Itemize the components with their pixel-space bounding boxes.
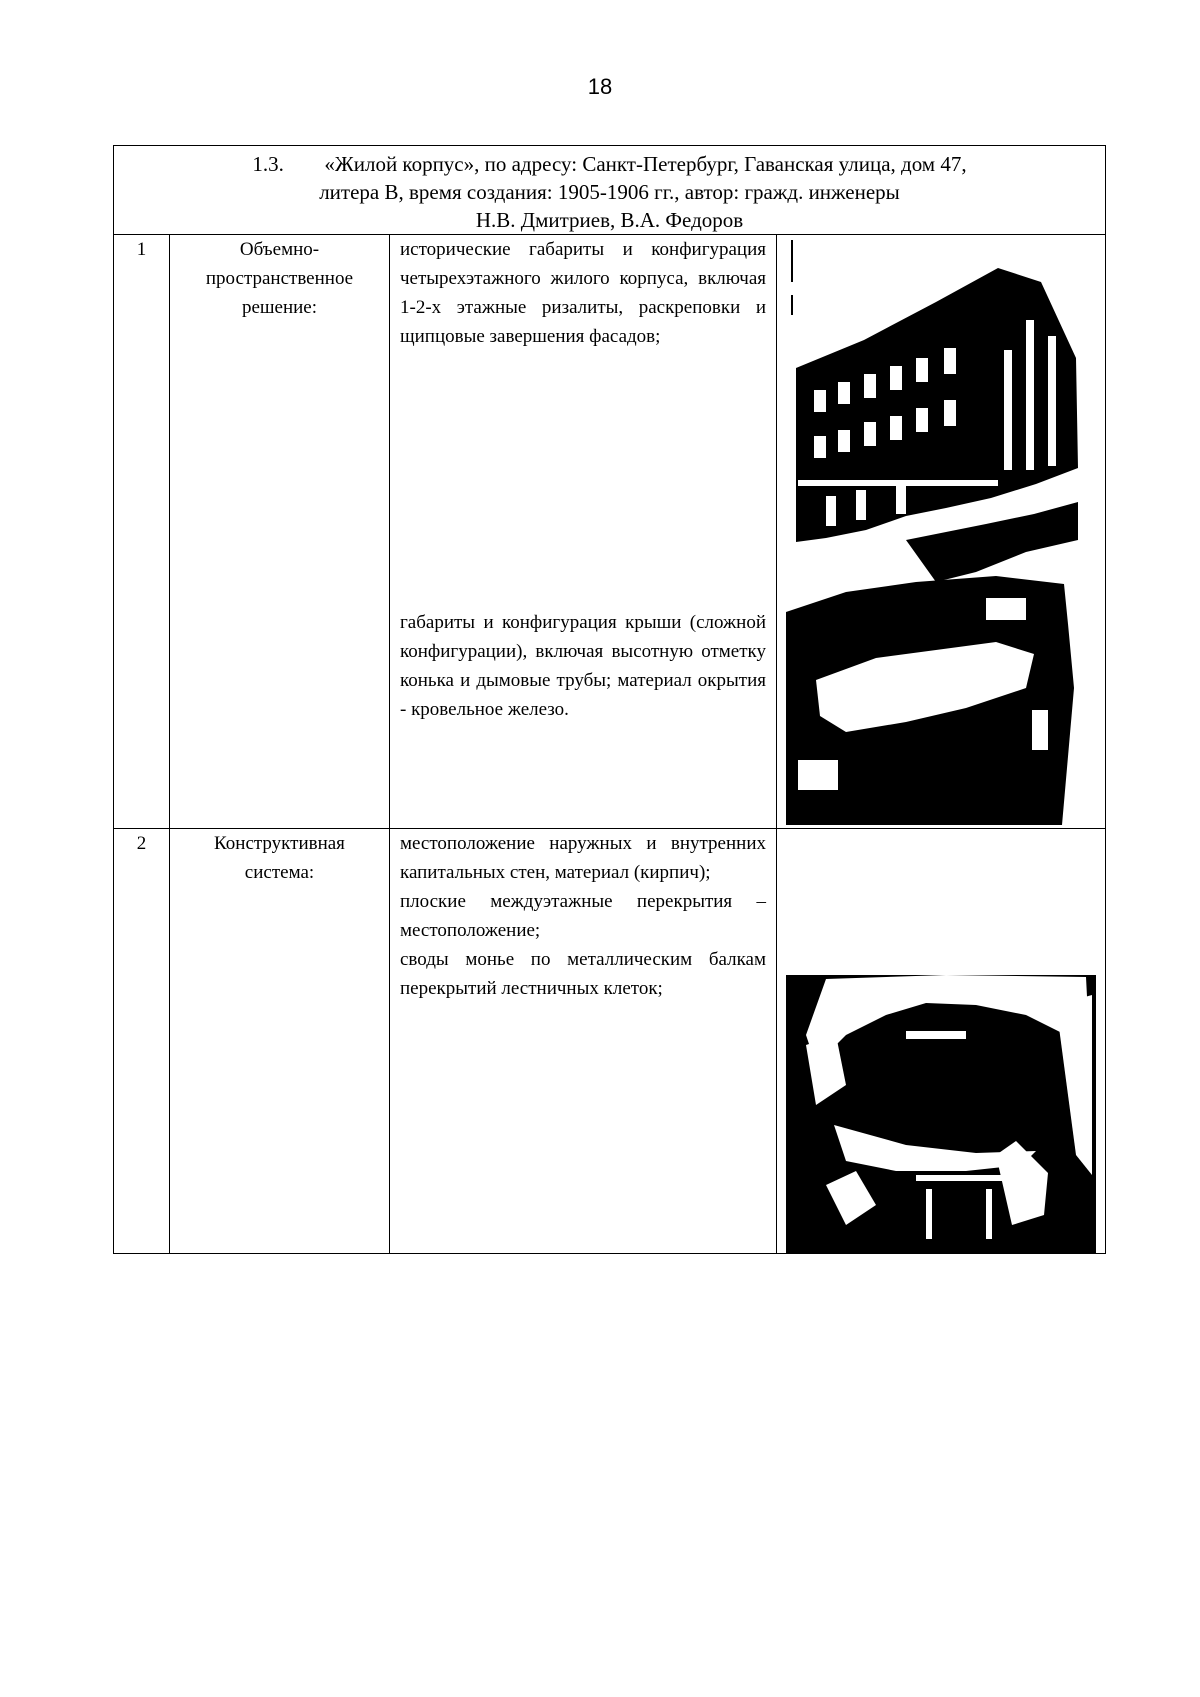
row-photo-cell xyxy=(777,829,1106,1254)
row-name-line: пространственное xyxy=(205,268,354,289)
row-name-line: Объемно- xyxy=(239,239,320,260)
row-description xyxy=(390,829,777,1254)
building-facade-photo xyxy=(786,240,1082,825)
section-title-line-3: Н.В. Дмитриев, В.А. Федоров xyxy=(475,208,744,232)
section-header xyxy=(114,146,1106,235)
description-paragraph: плоские междуэтажные перекрытия – местоположение; xyxy=(400,891,766,941)
row-description xyxy=(390,235,777,829)
table-row xyxy=(114,829,1106,1254)
description-paragraph: местоположение наружных и внутренних капитальных стен, материал (кирпич); xyxy=(400,833,766,883)
section-title-1: «Жилой корпус», по адресу: Санкт-Петербург, Гаванская улица, дом 47, xyxy=(324,152,967,176)
staircase-vault-photo xyxy=(786,975,1096,1253)
row-number: 2 xyxy=(114,829,170,1254)
row-name-line: система: xyxy=(244,862,315,883)
description-paragraph: исторические габариты и конфигурация четырехэтажного жилого корпуса, включая 1-2-х этажные ризалиты, раскреповки и щипцовые завершения фасадов; xyxy=(400,239,766,347)
row-photo-cell xyxy=(777,235,1106,829)
section-title-line-1 xyxy=(124,150,1095,178)
document-table xyxy=(113,145,1106,1254)
row-number: 1 xyxy=(114,235,170,829)
page-number: 18 xyxy=(587,74,613,99)
description-paragraph: своды монье по металлическим балкам перекрытий лестничных клеток; xyxy=(400,949,766,999)
section-title-line-2: литера В, время создания: 1905-1906 гг., автор: гражд. инженеры xyxy=(319,180,900,204)
section-header-row xyxy=(114,146,1106,235)
table-row xyxy=(114,235,1106,829)
section-number: 1.3. xyxy=(252,152,284,176)
row-name-line: Конструктивная xyxy=(214,833,345,854)
row-name-line: решение: xyxy=(241,297,318,318)
row-name xyxy=(170,235,390,829)
description-paragraph: габариты и конфигурация крыши (сложной конфигурации), включая высотную отметку конька и дымовые трубы; материал окрытия - кровельное железо. xyxy=(400,612,766,720)
row-name xyxy=(170,829,390,1254)
